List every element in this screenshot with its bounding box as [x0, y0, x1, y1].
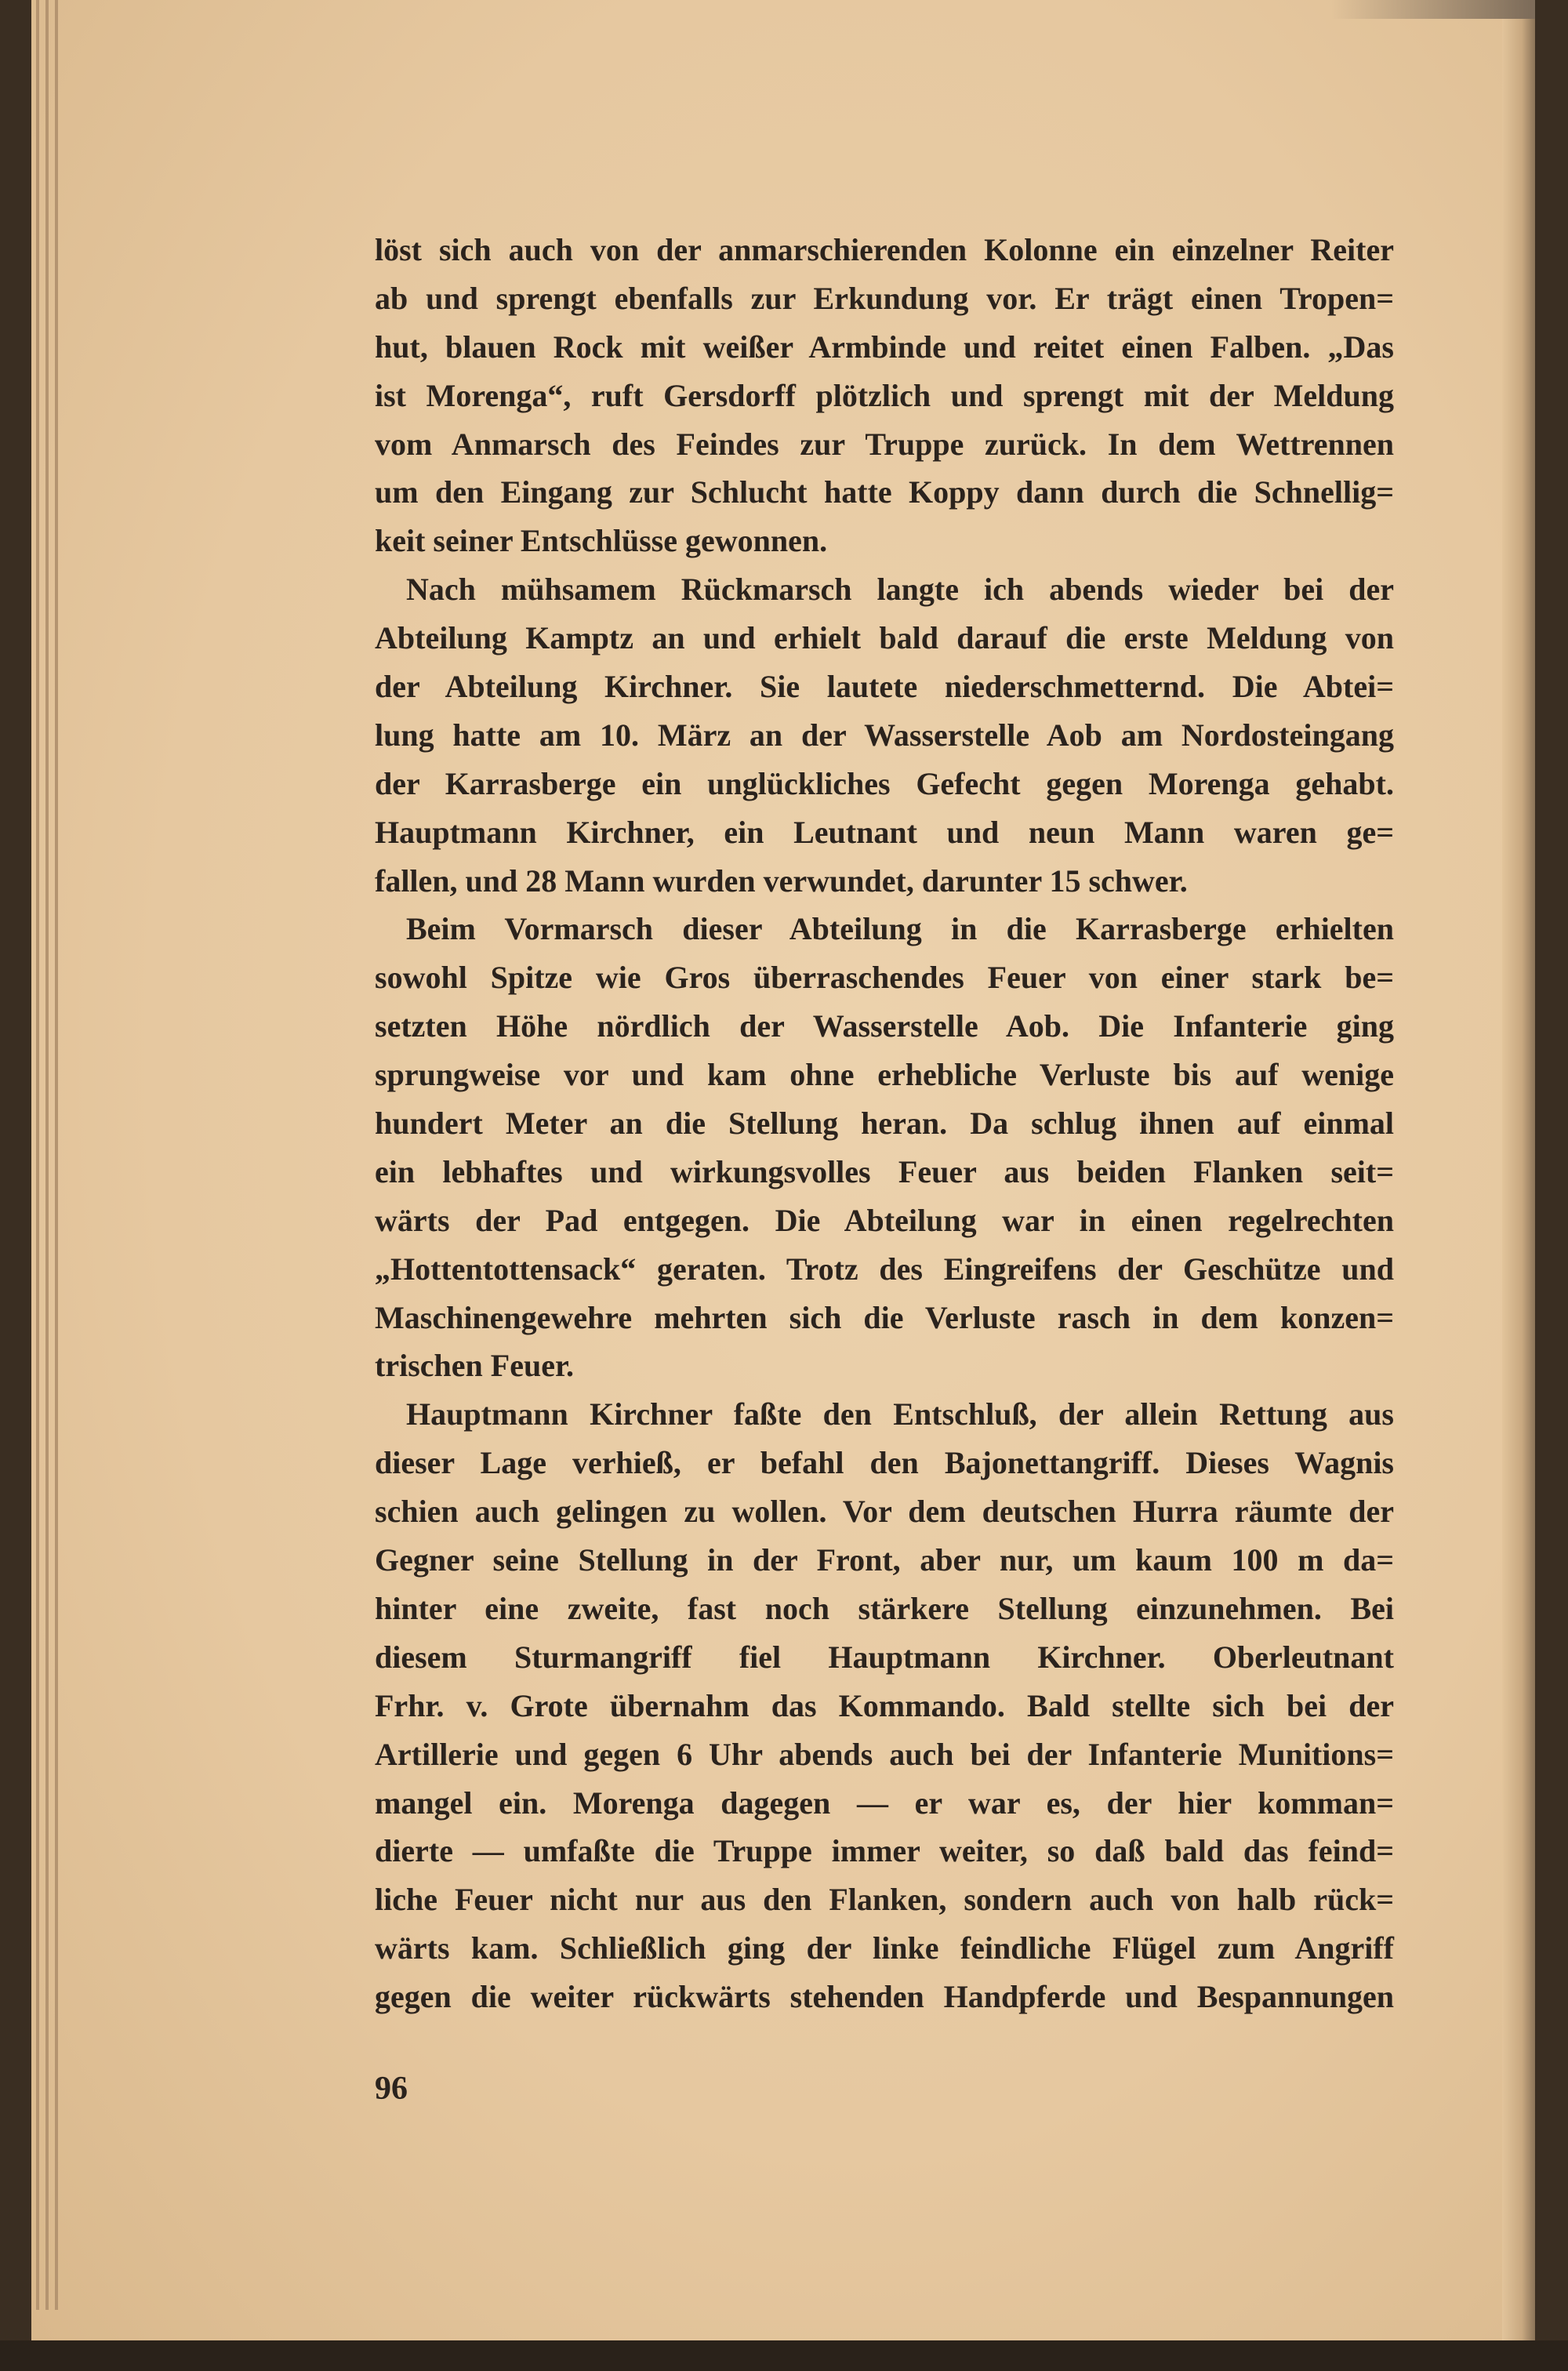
text-line: ein lebhaftes und wirkungsvolles Feuer aus beiden Flanken seit= — [375, 1153, 1394, 1189]
text-line: schien auch gelingen zu wollen. Vor dem deutschen Hurra räumte der — [375, 1494, 1394, 1530]
text-line: dieser Lage verhieß, er befahl den Bajonettangriff. Dieses Wagnis — [375, 1445, 1394, 1481]
text-line: liche Feuer nicht nur aus den Flanken, sondern auch von halb rück= — [375, 1882, 1394, 1918]
text-line: Gegner seine Stellung in der Front, aber nur, um kaum 100 m da= — [375, 1542, 1394, 1578]
scan-border — [0, 2340, 1568, 2371]
text-line: löst sich auch von der anmarschierenden Kolonne ein einzelner Reiter — [375, 232, 1394, 267]
body-text — [375, 226, 1394, 2021]
text-line: ist Morenga“, ruft Gersdorff plötzlich und sprengt mit der Meldung — [375, 377, 1394, 413]
text-line: diesem Sturmangriff fiel Hauptmann Kirchner. Oberleutnant — [375, 1639, 1394, 1675]
book-spine — [1502, 0, 1535, 2340]
text-line: Abteilung Kamptz an und erhielt bald darauf die erste Meldung von — [375, 620, 1394, 656]
text-line: sprungweise vor und kam ohne erhebliche Verluste bis auf wenige — [375, 1057, 1394, 1093]
text-line: um den Eingang zur Schlucht hatte Koppy dann durch die Schnellig= — [375, 474, 1394, 510]
text-line: fallen, und 28 Mann wurden verwundet, darunter 15 schwer. — [375, 862, 1188, 899]
text-line: Hauptmann Kirchner faßte den Entschluß, der allein Rettung aus — [406, 1396, 1394, 1432]
page-edge — [36, 0, 39, 2310]
text-line: der Abteilung Kirchner. Sie lautete niederschmetternd. Die Abtei= — [375, 669, 1394, 705]
text-line: hinter eine zweite, fast noch stärkere Stellung einzunehmen. Bei — [375, 1590, 1394, 1626]
text-line: hundert Meter an die Stellung heran. Da schlug ihnen auf einmal — [375, 1106, 1394, 1142]
text-line: Nach mühsamem Rückmarsch langte ich abends wieder bei der — [406, 572, 1394, 608]
page-edge — [55, 0, 58, 2310]
text-line: lung hatte am 10. März an der Wasserstelle Aob am Nordosteingang — [375, 717, 1394, 753]
text-line: Artillerie und gegen 6 Uhr abends auch bei der Infanterie Munitions= — [375, 1736, 1394, 1772]
text-line: Beim Vormarsch dieser Abteilung in die Karrasberge erhielten — [406, 911, 1394, 947]
paragraph — [375, 1390, 1394, 2021]
paragraph — [375, 226, 1394, 565]
text-line: trischen Feuer. — [375, 1348, 575, 1384]
text-line: setzten Höhe nördlich der Wasserstelle Aob. Die Infanterie ging — [375, 1008, 1394, 1044]
page-number: 96 — [375, 2071, 408, 2107]
page-edge — [45, 0, 49, 2310]
text-line: Maschinengewehre mehrten sich die Verluste rasch in dem konzen= — [375, 1299, 1394, 1335]
text-line: vom Anmarsch des Feindes zur Truppe zurück. In dem Wettrennen — [375, 426, 1394, 462]
text-line: der Karrasberge ein unglückliches Gefecht gegen Morenga gehabt. — [375, 765, 1394, 801]
text-line: gegen die weiter rückwärts stehenden Handpferde und Bespannungen — [375, 1979, 1394, 2015]
text-line: hut, blauen Rock mit weißer Armbinde und reitet einen Falben. „Das — [375, 329, 1394, 365]
text-line: mangel ein. Morenga dagegen — er war es, der hier komman= — [375, 1785, 1394, 1821]
text-line: keit seiner Entschlüsse gewonnen. — [375, 523, 828, 559]
text-line: Hauptmann Kirchner, ein Leutnant und neun Mann waren ge= — [375, 814, 1394, 850]
text-line: wärts der Pad entgegen. Die Abteilung war in einen regelrechten — [375, 1202, 1394, 1238]
text-line: Frhr. v. Grote übernahm das Kommando. Bald stellte sich bei der — [375, 1687, 1394, 1723]
text-line: „Hottentottensack“ geraten. Trotz des Eingreifens der Geschütze und — [375, 1251, 1394, 1287]
text-line: wärts kam. Schließlich ging der linke feindliche Flügel zum Angriff — [375, 1930, 1394, 1966]
text-line: ab und sprengt ebenfalls zur Erkundung vor. Er trägt einen Tropen= — [375, 280, 1394, 316]
text-line: dierte — umfaßte die Truppe immer weiter, so daß bald das feind= — [375, 1833, 1394, 1869]
paragraph — [375, 905, 1394, 1390]
paragraph — [375, 565, 1394, 905]
binding-edge — [1331, 0, 1535, 19]
text-line: sowohl Spitze wie Gros überraschendes Feuer von einer stark be= — [375, 960, 1394, 996]
